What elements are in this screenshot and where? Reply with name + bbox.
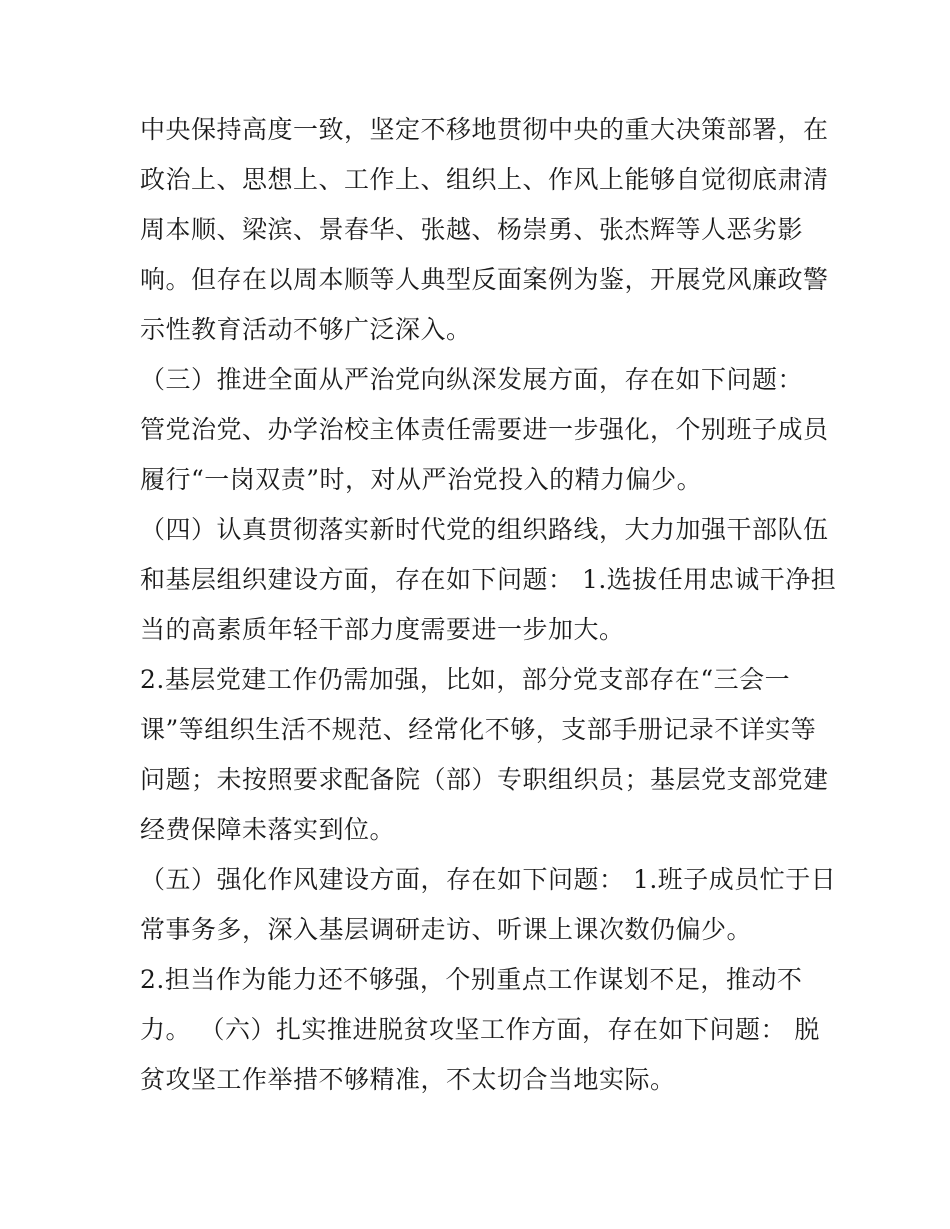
- text-line: 贫攻坚工作举措不够精准，不太切合当地实际。: [140, 1065, 676, 1094]
- section-heading-line: （四）认真贯彻落实新时代党的组织路线，大力加强干部队伍: [140, 515, 829, 544]
- text-line: 周本顺、梁滨、景春华、张越、杨崇勇、张杰辉等人恶劣影: [140, 215, 804, 244]
- text-line: 政治上、思想上、工作上、组织上、作风上能够自觉彻底肃清: [140, 165, 829, 194]
- text-line: 当的高素质年轻干部力度需要进一步加大。: [140, 615, 625, 644]
- text-line: 2.担当作为能力还不够强，个别重点工作谋划不足，推动不: [140, 965, 803, 994]
- text-line: 常事务多，深入基层调研走访、听课上课次数仍偏少。: [140, 915, 753, 944]
- text-line: 响。但存在以周本顺等人典型反面案例为鉴，开展党风廉政警: [140, 265, 829, 294]
- text-line: 中央保持高度一致，坚定不移地贯彻中央的重大决策部署，在: [140, 115, 829, 144]
- text-line: 管党治党、办学治校主体责任需要进一步强化，个别班子成员: [140, 415, 829, 444]
- section-heading-line: （三）推进全面从严治党向纵深发展方面，存在如下问题：: [140, 365, 804, 394]
- text-line: 履行“一岗双责”时，对从严治党投入的精力偏少。: [140, 465, 703, 494]
- section-heading-line: （五）强化作风建设方面，存在如下问题： 1.班子成员忙于日: [140, 865, 837, 894]
- text-line: 和基层组织建设方面，存在如下问题： 1.选拔任用忠诚干净担: [140, 565, 837, 594]
- text-line: 示性教育活动不够广泛深入。: [140, 315, 472, 344]
- body-text: [140, 105, 837, 1105]
- text-line: 问题；未按照要求配备院（部）专职组织员；基层党支部党建: [140, 765, 829, 794]
- text-line: 经费保障未落实到位。: [140, 815, 396, 844]
- text-line: 力。 （六）扎实推进脱贫攻坚工作方面，存在如下问题： 脱: [140, 1015, 820, 1044]
- text-line: 2.基层党建工作仍需加强，比如，部分党支部存在“三会一: [140, 665, 791, 694]
- text-line: 课”等组织生活不规范、经常化不够，支部手册记录不详实等: [140, 715, 817, 744]
